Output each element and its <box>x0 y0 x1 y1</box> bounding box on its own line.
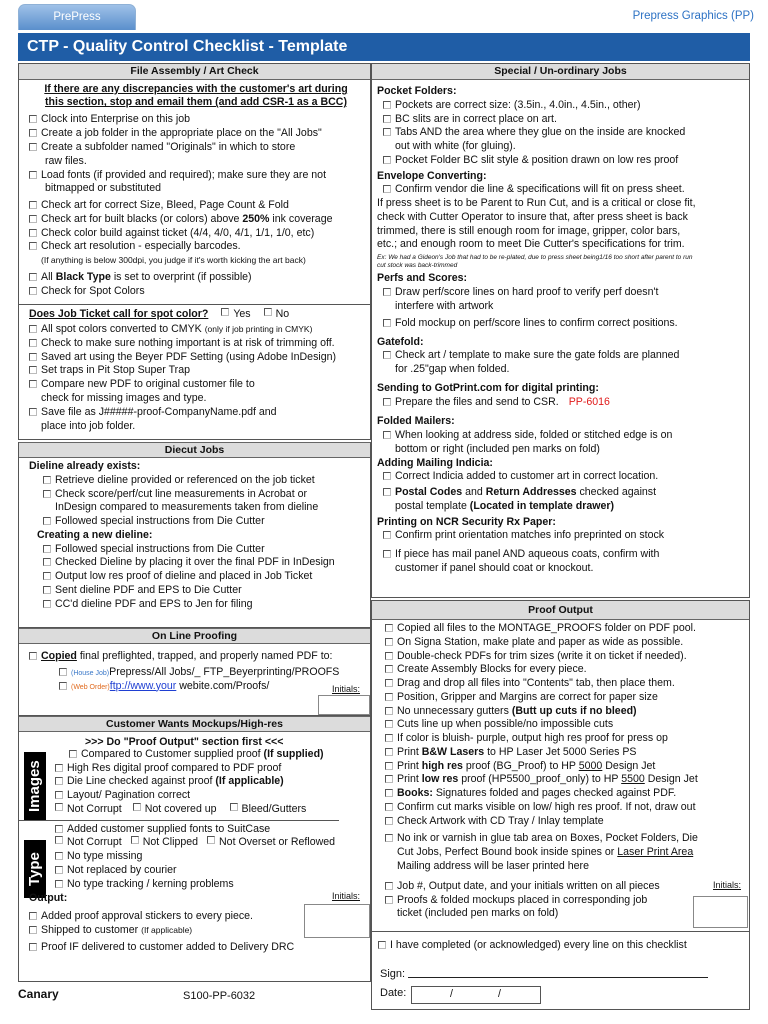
envelope-example-note: Ex: We had a Gideon's Job that had to be re-plated, due to press sheet being1/16 too short after parent to run cut stock was back-trimmed <box>377 254 693 270</box>
checkbox[interactable] <box>383 472 391 480</box>
check-item[interactable]: Create a subfolder named "Originals" in which to store raw files. <box>29 141 363 169</box>
checkbox[interactable] <box>55 764 63 772</box>
checkbox[interactable] <box>29 912 37 920</box>
check-item[interactable]: Load fonts (if provided and required); make sure they are not bitmapped or substituted <box>29 169 363 197</box>
checkbox[interactable] <box>29 325 37 333</box>
special-jobs-section <box>371 63 750 598</box>
diecut-header: Diecut Jobs <box>19 442 370 458</box>
check-item[interactable]: Output low res proof of dieline and placed in Job Ticket <box>43 570 363 584</box>
check-item[interactable]: Draw perf/score lines on hard proof to verify perf doesn't interfere with artwork <box>383 286 743 314</box>
online-proofing-header: On Line Proofing <box>19 628 370 644</box>
check-item[interactable]: Check art for built blacks (or colors) above 250% ink coverage <box>29 213 363 227</box>
checkbox[interactable] <box>59 682 67 690</box>
check-item[interactable]: CC'd dieline PDF and EPS to Jen for filing <box>43 598 363 612</box>
check-item[interactable]: Check for Spot Colors <box>29 285 363 299</box>
check-item[interactable]: Check art / template to make sure the gate folds are planned for .25"gap when folded. <box>383 349 743 377</box>
checkbox[interactable] <box>383 115 391 123</box>
ftp-link[interactable]: ftp://www.your <box>109 679 177 692</box>
checkbox[interactable] <box>55 852 63 860</box>
completion-acknowledgement[interactable]: I have completed (or acknowledged) every line on this checklist <box>378 939 687 953</box>
check-item[interactable]: Pocket Folder BC slit style & position drawn on low res proof <box>383 154 743 168</box>
check-item[interactable]: No ink or varnish in glue tab area on Boxes, Pocket Folders, Die Cut Jobs, Perfect Bound book inside spines or Laser Print Area Mailing address will be laser printed here <box>385 832 743 873</box>
no-checkbox[interactable] <box>264 308 272 316</box>
check-item[interactable]: Create a job folder in the appropriate place on the "All Jobs" <box>29 127 363 141</box>
checkbox[interactable] <box>55 791 63 799</box>
checkbox[interactable] <box>29 215 37 223</box>
images-label: Images <box>24 752 46 820</box>
check-item[interactable]: Check art resolution - especially barcodes. (If anything is below 300dpi, you judge if it's worth kicking the art back) <box>29 240 363 268</box>
online-proofing-section <box>18 628 371 716</box>
checkbox[interactable] <box>59 668 67 676</box>
check-item[interactable]: Set traps in Pit Stop Super Trap <box>29 364 363 378</box>
checkbox[interactable] <box>29 129 37 137</box>
checkbox[interactable] <box>29 943 37 951</box>
check-item[interactable]: Prepare the files and send to CSR. PP-6016 <box>383 396 743 410</box>
gatefold-label: Gatefold: <box>377 335 424 348</box>
checkbox[interactable] <box>383 185 391 193</box>
check-item[interactable]: Correct Indicia added to customer art in correct location. <box>383 470 743 484</box>
checkbox[interactable] <box>29 353 37 361</box>
output-label: Output: <box>29 892 68 905</box>
initials-label: Initials: <box>712 880 741 890</box>
checkbox[interactable] <box>43 558 51 566</box>
checkbox[interactable] <box>385 882 393 890</box>
checkbox[interactable] <box>69 750 77 758</box>
check-item[interactable]: Compared to Customer supplied proof (If supplied) <box>69 748 363 762</box>
checkbox[interactable] <box>385 665 393 673</box>
initials-label: Initials: <box>331 684 360 694</box>
checkbox[interactable] <box>29 229 37 237</box>
check-item[interactable]: Check art for correct Size, Bleed, Page Count & Fold <box>29 199 363 213</box>
checkbox[interactable] <box>29 115 37 123</box>
checkbox[interactable] <box>55 825 63 833</box>
checkbox[interactable] <box>385 638 393 646</box>
checkbox[interactable] <box>43 476 51 484</box>
file-assembly-section <box>18 63 371 440</box>
checkbox[interactable] <box>385 679 393 687</box>
check-item[interactable]: Proofs & folded mockups placed in corresponding job ticket (included pen marks on fold) <box>385 894 743 922</box>
not-clipped-checkbox[interactable] <box>131 836 139 844</box>
checkbox[interactable] <box>55 777 63 785</box>
check-item[interactable]: All spot colors converted to CMYK (only if job printing in CMYK) <box>29 323 363 337</box>
web-order-path[interactable]: (Web Order)ftp://www.your webite.com/Proofs/ <box>59 680 363 694</box>
house-job-path[interactable]: (House Job)Prepress/All Jobs/_ FTP_Beyerprinting/PROOFS <box>59 666 363 680</box>
type-checks-row: Not Corrupt Not Clipped Not Overset or Reflowed <box>55 836 363 850</box>
checkbox[interactable] <box>29 926 37 934</box>
date-separator: / <box>450 988 453 1000</box>
special-jobs-header: Special / Un-ordinary Jobs <box>372 64 749 80</box>
checkbox[interactable] <box>385 693 393 701</box>
type-label: Type <box>24 840 46 898</box>
new-dieline-label: Creating a new dieline: <box>37 528 153 541</box>
discrepancy-warning: If there are any discrepancies with the customer's art during this section, stop and email them (and add CSR-1 as a BCC) <box>44 83 348 109</box>
proof-output-section <box>371 600 750 1010</box>
initials-box[interactable] <box>318 695 370 715</box>
form-number: S100-PP-6032 <box>183 990 256 1002</box>
checkbox[interactable] <box>385 652 393 660</box>
check-item[interactable]: Check color build against ticket (4/4, 4/0, 4/1, 1/1, 1/0, etc) <box>29 227 363 241</box>
diecut-section <box>18 442 371 628</box>
check-item[interactable]: Saved art using the Beyer PDF Setting (using Adobe InDesign) <box>29 351 363 365</box>
checkbox[interactable] <box>385 896 393 904</box>
checkbox[interactable] <box>383 128 391 136</box>
checkbox[interactable] <box>383 488 391 496</box>
checkbox[interactable] <box>385 624 393 632</box>
check-item[interactable]: Followed special instructions from Die Cutter <box>43 515 363 529</box>
checkbox[interactable] <box>383 288 391 296</box>
checkbox[interactable] <box>383 101 391 109</box>
check-item[interactable]: Save file as J#####-proof-CompanyName.pdf and place into job folder. <box>29 406 363 434</box>
check-item[interactable]: Print high res proof (BG_Proof) to HP 5000 Design Jet <box>385 760 743 774</box>
check-item[interactable]: No type tracking / kerning problems <box>55 878 363 892</box>
check-item[interactable]: Not replaced by courier <box>55 864 363 878</box>
page-title: CTP - Quality Control Checklist - Template <box>18 33 750 61</box>
check-item[interactable]: Position, Gripper and Margins are correct for paper size <box>385 691 743 705</box>
checkbox[interactable] <box>43 572 51 580</box>
ncr-label: Printing on NCR Security Rx Paper: <box>377 515 556 528</box>
brand-label: Prepress Graphics (PP) <box>632 10 754 22</box>
proof-output-first-note: >>> Do "Proof Output" section first <<< <box>85 736 284 748</box>
checkbox[interactable] <box>29 171 37 179</box>
check-item[interactable]: Print B&W Lasers to HP Laser Jet 5000 Series PS <box>385 746 743 760</box>
check-item[interactable]: Proof IF delivered to customer added to Delivery DRC <box>29 941 363 955</box>
check-item[interactable]: Checked Dieline by placing it over the final PDF in InDesign <box>43 556 363 570</box>
checkbox[interactable] <box>385 775 393 783</box>
date-label: Date: <box>380 987 407 999</box>
pocket-folders-label: Pocket Folders: <box>377 85 457 97</box>
check-item[interactable]: Fold mockup on perf/score lines to confirm correct positions. <box>383 317 743 331</box>
prepress-tab[interactable]: PrePress <box>18 4 136 30</box>
checkbox[interactable] <box>43 517 51 525</box>
checkbox[interactable] <box>385 748 393 756</box>
check-item[interactable]: Followed special instructions from Die Cutter <box>43 543 363 557</box>
check-item[interactable]: Check Artwork with CD Tray / Inlay template <box>385 815 743 829</box>
checkbox[interactable] <box>29 339 37 347</box>
check-item[interactable]: Check to make sure nothing important is at risk of trimming off. <box>29 337 363 351</box>
checkbox[interactable] <box>385 817 393 825</box>
mockups-header: Customer Wants Mockups/High-res <box>19 716 370 732</box>
envelope-instructions: If press sheet is to be Parent to Run Cut, and is a critical or close fit, check with Cutter Operator to insure that, after press sheet is back trimmed, there is still enough room for image, gripper, color bars, etc.; and enough room to meet Die Cutter's specifications for trim. <box>377 197 696 251</box>
check-item[interactable]: High Res digital proof compared to PDF proof <box>55 762 363 776</box>
gotprint-label: Sending to GotPrint.com for digital printing: <box>377 381 599 394</box>
file-assembly-header: File Assembly / Art Check <box>19 64 370 80</box>
checkbox[interactable] <box>29 380 37 388</box>
check-item[interactable]: Books: Signatures folded and pages checked against PDF. <box>385 787 743 801</box>
checkbox[interactable] <box>383 531 391 539</box>
checkbox[interactable] <box>55 866 63 874</box>
check-item[interactable]: Layout/ Pagination correct <box>55 789 363 803</box>
check-item[interactable]: Check score/perf/cut line measurements in Acrobat or InDesign compared to measurements taken from dieline <box>43 488 363 516</box>
sign-line[interactable] <box>408 977 708 978</box>
check-item[interactable]: Compare new PDF to original customer file to check for missing images and type. <box>29 378 363 406</box>
dieline-exists-label: Dieline already exists: <box>29 460 141 472</box>
spot-color-question: Does Job Ticket call for spot color? <box>29 308 209 321</box>
mockups-section <box>18 716 371 982</box>
check-item[interactable]: All Black Type is set to overprint (if possible) <box>29 271 363 285</box>
checkbox[interactable] <box>29 143 37 151</box>
checkbox[interactable] <box>385 789 393 797</box>
checkbox[interactable] <box>29 408 37 416</box>
mailing-indicia-label: Adding Mailing Indicia: <box>377 456 493 469</box>
checkbox[interactable] <box>383 550 391 558</box>
checkbox[interactable] <box>383 156 391 164</box>
check-item[interactable]: Job #, Output date, and your initials written on all pieces <box>385 880 743 894</box>
check-item[interactable]: Die Line checked against proof (If applicable) <box>55 775 363 789</box>
check-item[interactable]: If color is bluish- purple, output high res proof for press op <box>385 732 743 746</box>
not-corrupt-checkbox[interactable] <box>55 803 63 811</box>
check-item[interactable]: Retrieve dieline provided or referenced on the job ticket <box>43 474 363 488</box>
bleed-checkbox[interactable] <box>230 803 238 811</box>
check-item[interactable]: Shipped to customer (If applicable) <box>29 924 363 938</box>
check-item[interactable]: Print low res proof (HP5500_proof_only) to HP 5500 Design Jet <box>385 773 743 787</box>
checkbox[interactable] <box>383 398 391 406</box>
copy-color-label: Canary <box>18 987 59 1001</box>
date-separator: / <box>498 988 501 1000</box>
check-item[interactable]: BC slits are in correct place on art. <box>383 113 743 127</box>
check-item[interactable]: Drag and drop all files into "Contents" tab, then place them. <box>385 677 743 691</box>
checkbox[interactable] <box>43 490 51 498</box>
check-item[interactable]: Copied final preflighted, trapped, and properly named PDF to: <box>29 650 363 664</box>
check-item[interactable]: Pockets are correct size: (3.5in., 4.0in., 4.5in., other) <box>383 99 743 113</box>
yes-checkbox[interactable] <box>221 308 229 316</box>
check-item[interactable]: No type missing <box>55 850 363 864</box>
perfs-label: Perfs and Scores: <box>377 272 468 285</box>
check-item[interactable]: Copied all files to the MONTAGE_PROOFS folder on PDF pool. <box>385 622 743 636</box>
image-checks-row: Not Corrupt Not covered up Bleed/Gutters <box>55 803 363 817</box>
checkbox[interactable] <box>385 803 393 811</box>
check-item[interactable]: Confirm vendor die line & specifications will fit on press sheet. <box>383 183 743 197</box>
checkbox[interactable] <box>29 273 37 281</box>
checkbox[interactable] <box>385 707 393 715</box>
checkbox[interactable] <box>29 652 37 660</box>
checkbox[interactable] <box>383 431 391 439</box>
proof-output-header: Proof Output <box>372 601 749 620</box>
check-item[interactable]: Added customer supplied fonts to SuitCase <box>55 823 363 837</box>
check-item[interactable]: When looking at address side, folded or stitched edge is on bottom or right (included pen marks on fold) <box>383 429 743 457</box>
check-item[interactable]: Confirm cut marks visible on low/ high res proof. If not, draw out <box>385 801 743 815</box>
folded-mailers-label: Folded Mailers: <box>377 415 455 428</box>
not-covered-checkbox[interactable] <box>133 803 141 811</box>
check-item[interactable]: Clock into Enterprise on this job <box>29 113 363 127</box>
check-item[interactable]: Create Assembly Blocks for every piece. <box>385 663 743 677</box>
gotprint-code: PP-6016 <box>568 395 610 408</box>
checkbox[interactable] <box>378 941 386 949</box>
checkbox[interactable] <box>385 734 393 742</box>
checkbox[interactable] <box>29 242 37 250</box>
check-item[interactable]: Confirm print orientation matches info preprinted on stock <box>383 529 743 543</box>
no-label: No <box>275 308 290 321</box>
check-item[interactable]: Cuts line up when possible/no impossible cuts <box>385 718 743 732</box>
check-item[interactable]: Double-check PDFs for trim sizes (write it on ticket if needed). <box>385 650 743 664</box>
checkbox[interactable] <box>385 762 393 770</box>
checkbox[interactable] <box>385 834 393 842</box>
check-item[interactable]: No unnecessary gutters (Butt up cuts if no bleed) <box>385 705 743 719</box>
check-item[interactable]: Sent dieline PDF and EPS to Die Cutter <box>43 584 363 598</box>
initials-label: Initials: <box>331 891 360 902</box>
checkbox[interactable] <box>385 720 393 728</box>
envelope-label: Envelope Converting: <box>377 169 487 182</box>
yes-label: Yes <box>233 308 251 321</box>
checkbox[interactable] <box>29 287 37 295</box>
not-overset-checkbox[interactable] <box>207 836 215 844</box>
checkbox[interactable] <box>55 880 63 888</box>
check-item[interactable]: If piece has mail panel AND aqueous coats, confirm with customer if panel should coat or knockout. <box>383 548 743 576</box>
check-item[interactable]: Tabs AND the area where they glue on the inside are knocked out with white (for gluing). <box>383 126 743 154</box>
sign-label: Sign: <box>380 968 406 980</box>
checkbox[interactable] <box>43 545 51 553</box>
checkbox[interactable] <box>29 366 37 374</box>
checkbox[interactable] <box>383 351 391 359</box>
check-item[interactable]: On Signa Station, make plate and paper as wide as possible. <box>385 636 743 650</box>
check-item[interactable]: Added proof approval stickers to every piece. <box>29 910 363 924</box>
checkbox[interactable] <box>29 201 37 209</box>
not-corrupt-type-checkbox[interactable] <box>55 836 63 844</box>
date-field[interactable] <box>411 986 541 1004</box>
checkbox[interactable] <box>43 586 51 594</box>
checkbox[interactable] <box>383 319 391 327</box>
checkbox[interactable] <box>43 600 51 608</box>
check-item[interactable]: Postal Codes and Return Addresses checked against postal template (Located in template drawer) <box>383 486 743 514</box>
